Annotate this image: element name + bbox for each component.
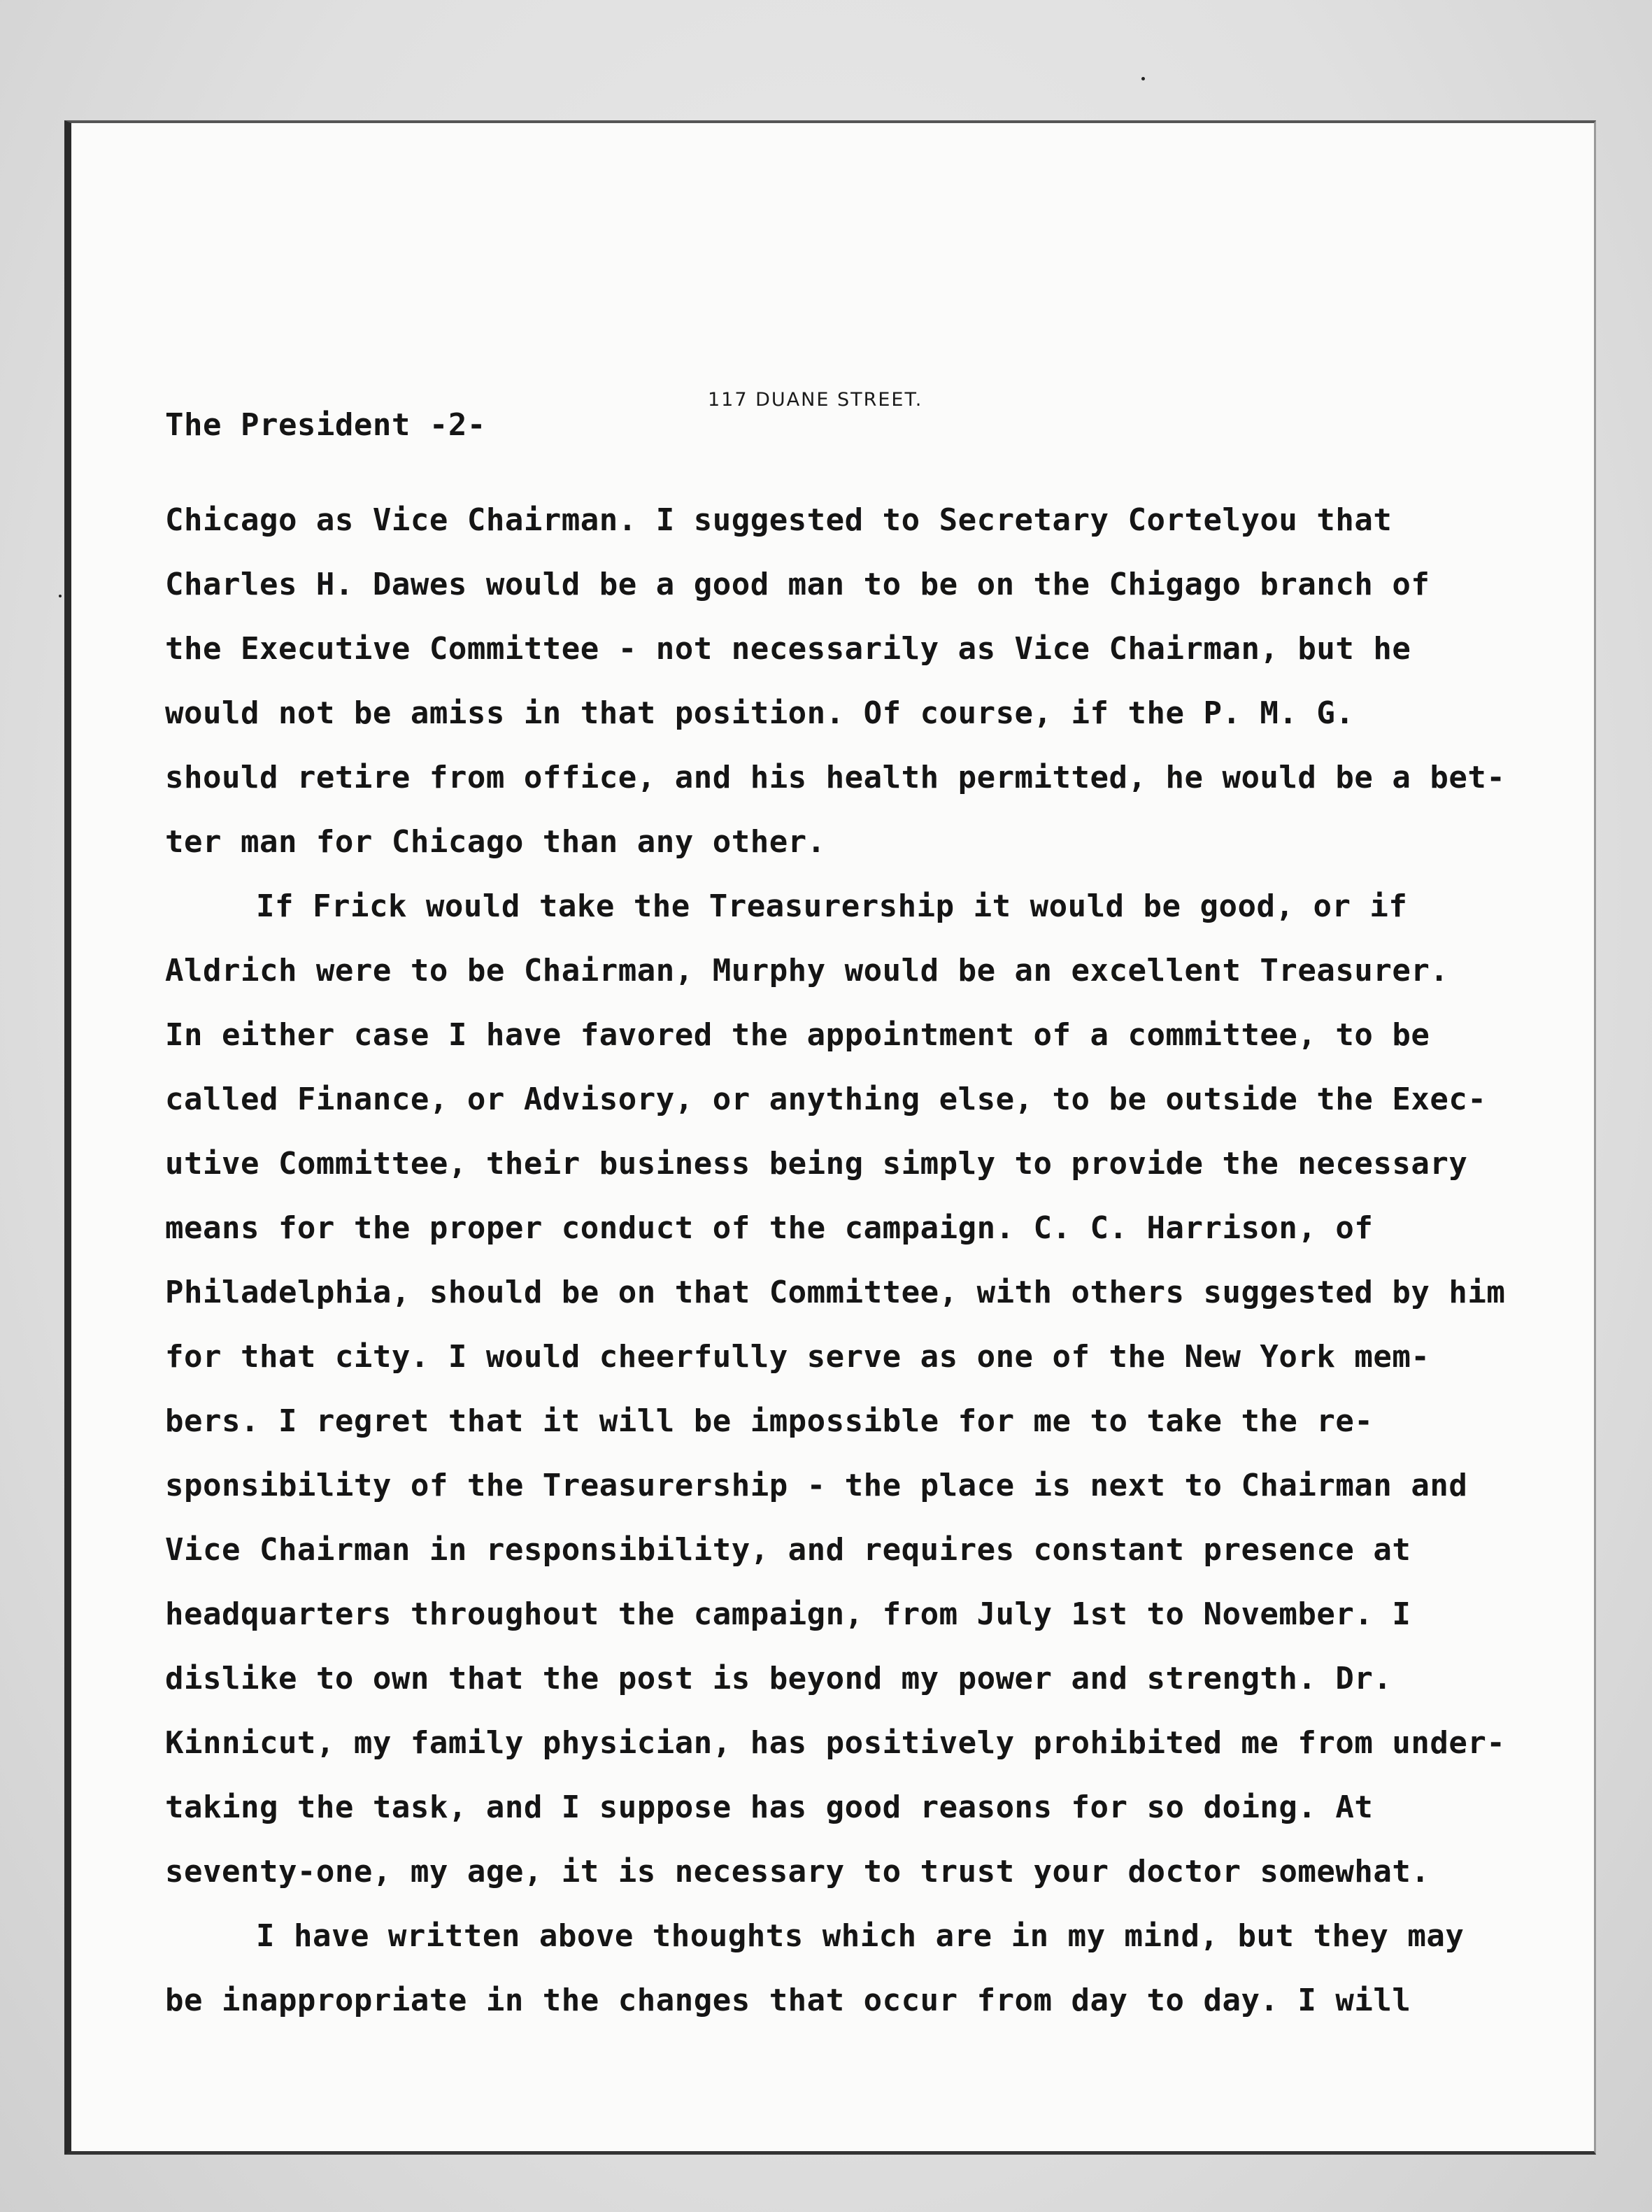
page-heading: The President -2- bbox=[165, 407, 486, 443]
body-line: would not be amiss in that position. Of course, if the P. M. G. bbox=[165, 695, 1355, 731]
body-line: called Finance, or Advisory, or anything else, to be outside the Exec- bbox=[165, 1082, 1487, 1117]
body-line: for that city. I would cheerfully serve as one of the New York mem- bbox=[165, 1339, 1430, 1375]
body-line: the Executive Committee - not necessarily as Vice Chairman, but he bbox=[165, 631, 1411, 667]
body-line: headquarters throughout the campaign, from July 1st to November. I bbox=[165, 1596, 1411, 1632]
body-line: If Frick would take the Treasurership it would be good, or if bbox=[256, 888, 1408, 924]
body-line: be inappropriate in the changes that occur from day to day. I will bbox=[165, 1983, 1411, 2018]
dust-speck bbox=[59, 595, 62, 597]
letterhead-address: 117 DUANE STREET. bbox=[708, 389, 923, 411]
body-line: seventy-one, my age, it is necessary to trust your doctor somewhat. bbox=[165, 1854, 1430, 1890]
body-line: Philadelphia, should be on that Committee, with others suggested by him bbox=[165, 1275, 1506, 1310]
body-line: dislike to own that the post is beyond my power and strength. Dr. bbox=[165, 1661, 1393, 1696]
body-line: Kinnicut, my family physician, has positively prohibited me from under- bbox=[165, 1725, 1506, 1761]
body-line: Aldrich were to be Chairman, Murphy would be an excellent Treasurer. bbox=[165, 953, 1449, 988]
body-line: Chicago as Vice Chairman. I suggested to Secretary Cortelyou that bbox=[165, 502, 1393, 538]
body-line: ter man for Chicago than any other. bbox=[165, 824, 826, 860]
body-line: In either case I have favored the appointment of a committee, to be bbox=[165, 1017, 1430, 1053]
body-line: should retire from office, and his health permitted, he would be a bet- bbox=[165, 760, 1506, 795]
body-line: bers. I regret that it will be impossible for me to take the re- bbox=[165, 1403, 1374, 1439]
body-line: Charles H. Dawes would be a good man to be on the Chigago branch of bbox=[165, 567, 1430, 602]
body-line: utive Committee, their business being simply to provide the necessary bbox=[165, 1146, 1468, 1182]
dust-speck bbox=[1141, 77, 1145, 80]
body-line: means for the proper conduct of the campaign. C. C. Harrison, of bbox=[165, 1210, 1374, 1246]
body-line: I have written above thoughts which are in my mind, but they may bbox=[256, 1918, 1465, 1954]
body-line: Vice Chairman in responsibility, and requires constant presence at bbox=[165, 1532, 1411, 1568]
body-line: taking the task, and I suppose has good reasons for so doing. At bbox=[165, 1789, 1374, 1825]
body-line: sponsibility of the Treasurership - the place is next to Chairman and bbox=[165, 1468, 1468, 1503]
